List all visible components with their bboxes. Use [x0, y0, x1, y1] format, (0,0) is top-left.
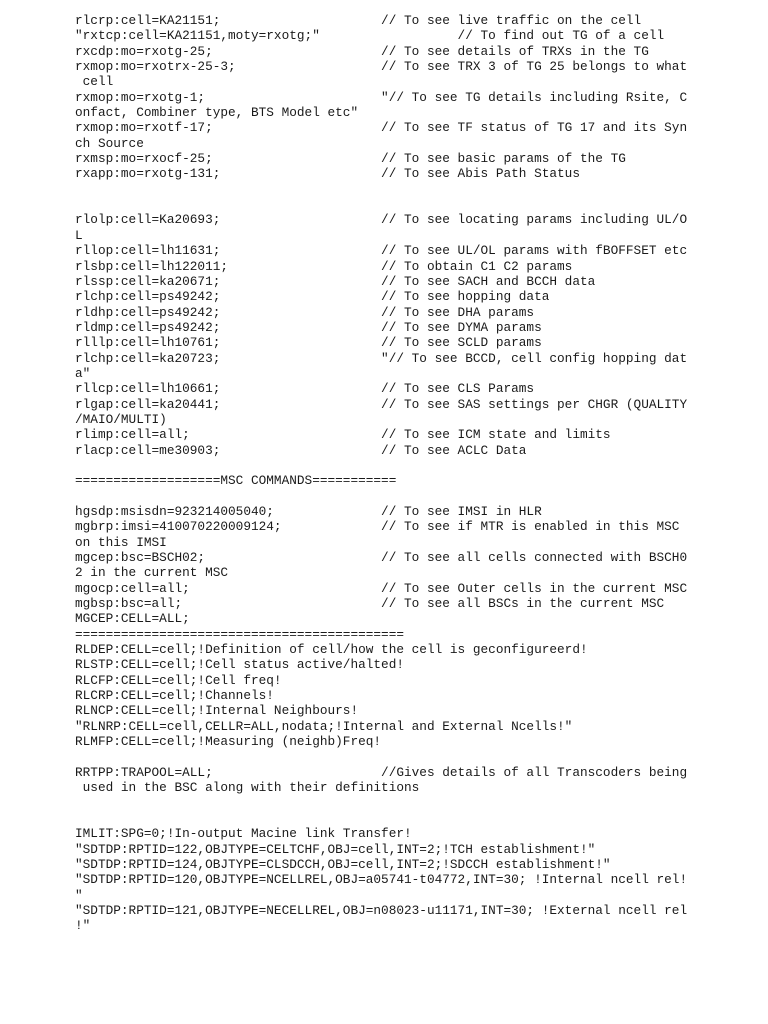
text-line: "SDTDP:RPTID=121,OBJTYPE=NECELLREL,OBJ=n08023-u11171,INT=30; !External ncell rel [75, 902, 688, 918]
text-line: mgbrp:imsi=410070220009124; // To see if MTR is enabled in this MSC [75, 519, 680, 535]
text-line: rlchp:cell=ps49242; // To see hopping data [75, 289, 550, 305]
text-line [75, 197, 695, 212]
text-line: rllcp:cell=lh10661; // To see CLS Params [75, 381, 535, 397]
text-line: rlsbp:cell=lh122011; // To obtain C1 C2 params [75, 258, 573, 274]
text-line: "RLNRP:CELL=cell,CELLR=ALL,nodata;!Internal and External Ncells!" [75, 718, 573, 734]
text-line: RRTPP:TRAPOOL=ALL; //Gives details of all Transcoders being [75, 764, 688, 780]
text-line: "rxtcp:cell=KA21151,moty=rxotg;" // To find out TG of a cell [75, 28, 665, 44]
text-line [75, 489, 695, 504]
text-line: rlolp:cell=Ka20693; // To see locating params including UL/O [75, 212, 688, 228]
text-line: "SDTDP:RPTID=124,OBJTYPE=CLSDCCH,OBJ=cell,INT=2;!SDCCH establishment!" [75, 856, 611, 872]
text-line: RLNCP:CELL=cell;!Internal Neighbours! [75, 703, 359, 719]
text-line: RLCFP:CELL=cell;!Cell freq! [75, 672, 282, 688]
text-line: rxapp:mo=rxotg-131; // To see Abis Path Status [75, 166, 580, 182]
text-line: "SDTDP:RPTID=122,OBJTYPE=CELTCHF,OBJ=cell,INT=2;!TCH establishment!" [75, 841, 596, 857]
text-line: mgbsp:bsc=all; // To see all BSCs in the current MSC [75, 596, 665, 612]
text-line: rlchp:cell=ka20723; "// To see BCCD, cell config hopping dat [75, 350, 688, 366]
text-line: rxmop:mo=rxotrx-25-3; // To see TRX 3 of TG 25 belongs to what [75, 59, 688, 75]
text-line: rxmop:mo=rxotf-17; // To see TF status of TG 17 and its Syn [75, 120, 688, 136]
text-line: rlllp:cell=lh10761; // To see SCLD params [75, 335, 542, 351]
text-line: RLCRP:CELL=cell;!Channels! [75, 688, 274, 704]
text-line: ch Source [75, 135, 144, 151]
text-line [75, 182, 695, 197]
text-line: RLMFP:CELL=cell;!Measuring (neighb)Freq! [75, 734, 382, 750]
text-line: onfact, Combiner type, BTS Model etc" [75, 105, 359, 121]
text-line: rlimp:cell=all; // To see ICM state and limits [75, 427, 611, 443]
text-line: 2 in the current MSC [75, 565, 229, 581]
text-line: on this IMSI [75, 534, 167, 550]
text-line: RLSTP:CELL=cell;!Cell status active/halted! [75, 657, 405, 673]
text-line: rlacp:cell=me30903; // To see ACLC Data [75, 442, 527, 458]
text-line: "SDTDP:RPTID=120,OBJTYPE=NCELLREL,OBJ=a05741-t04772,INT=30; !Internal ncell rel! [75, 872, 688, 888]
text-line [75, 811, 695, 826]
text-line: !" [75, 918, 91, 934]
text-line: rldhp:cell=ps49242; // To see DHA params [75, 304, 535, 320]
text-line: a" [75, 365, 91, 381]
text-line: RLDEP:CELL=cell;!Definition of cell/how the cell is geconfigureerd! [75, 642, 588, 658]
text-line: /MAIO/MULTI) [75, 411, 167, 427]
text-line: =========================================== [75, 626, 405, 642]
text-line: rxmsp:mo=rxocf-25; // To see basic params of the TG [75, 151, 626, 167]
text-line: rldmp:cell=ps49242; // To see DYMA params [75, 319, 542, 335]
text-line: IMLIT:SPG=0;!In-output Macine link Transfer! [75, 826, 412, 842]
text-line [75, 796, 695, 811]
text-line: rlssp:cell=ka20671; // To see SACH and BCCH data [75, 273, 596, 289]
text-line: L [75, 227, 83, 243]
text-line: rlcrp:cell=KA21151; // To see live traffic on the cell [75, 13, 642, 28]
text-line [75, 750, 695, 765]
text-line [75, 458, 695, 473]
text-line: rlgap:cell=ka20441; // To see SAS settings per CHGR (QUALITY [75, 396, 688, 412]
text-line: mgocp:cell=all; // To see Outer cells in the current MSC [75, 580, 688, 596]
text-line: used in the BSC along with their definitions [75, 780, 420, 796]
document-body [75, 13, 695, 934]
text-line: ===================MSC COMMANDS=========== [75, 473, 397, 489]
text-line: rxmop:mo=rxotg-1; "// To see TG details including Rsite, C [75, 89, 688, 105]
text-line: cell [75, 74, 114, 90]
text-line: hgsdp:msisdn=923214005040; // To see IMSI in HLR [75, 504, 542, 519]
text-line: mgcep:bsc=BSCH02; // To see all cells connected with BSCH0 [75, 550, 688, 566]
text-line: rxcdp:mo=rxotg-25; // To see details of TRXs in the TG [75, 43, 649, 59]
text-line: MGCEP:CELL=ALL; [75, 611, 190, 627]
text-line: " [75, 887, 83, 903]
text-line: rllop:cell=lh11631; // To see UL/OL params with fBOFFSET etc [75, 243, 688, 259]
